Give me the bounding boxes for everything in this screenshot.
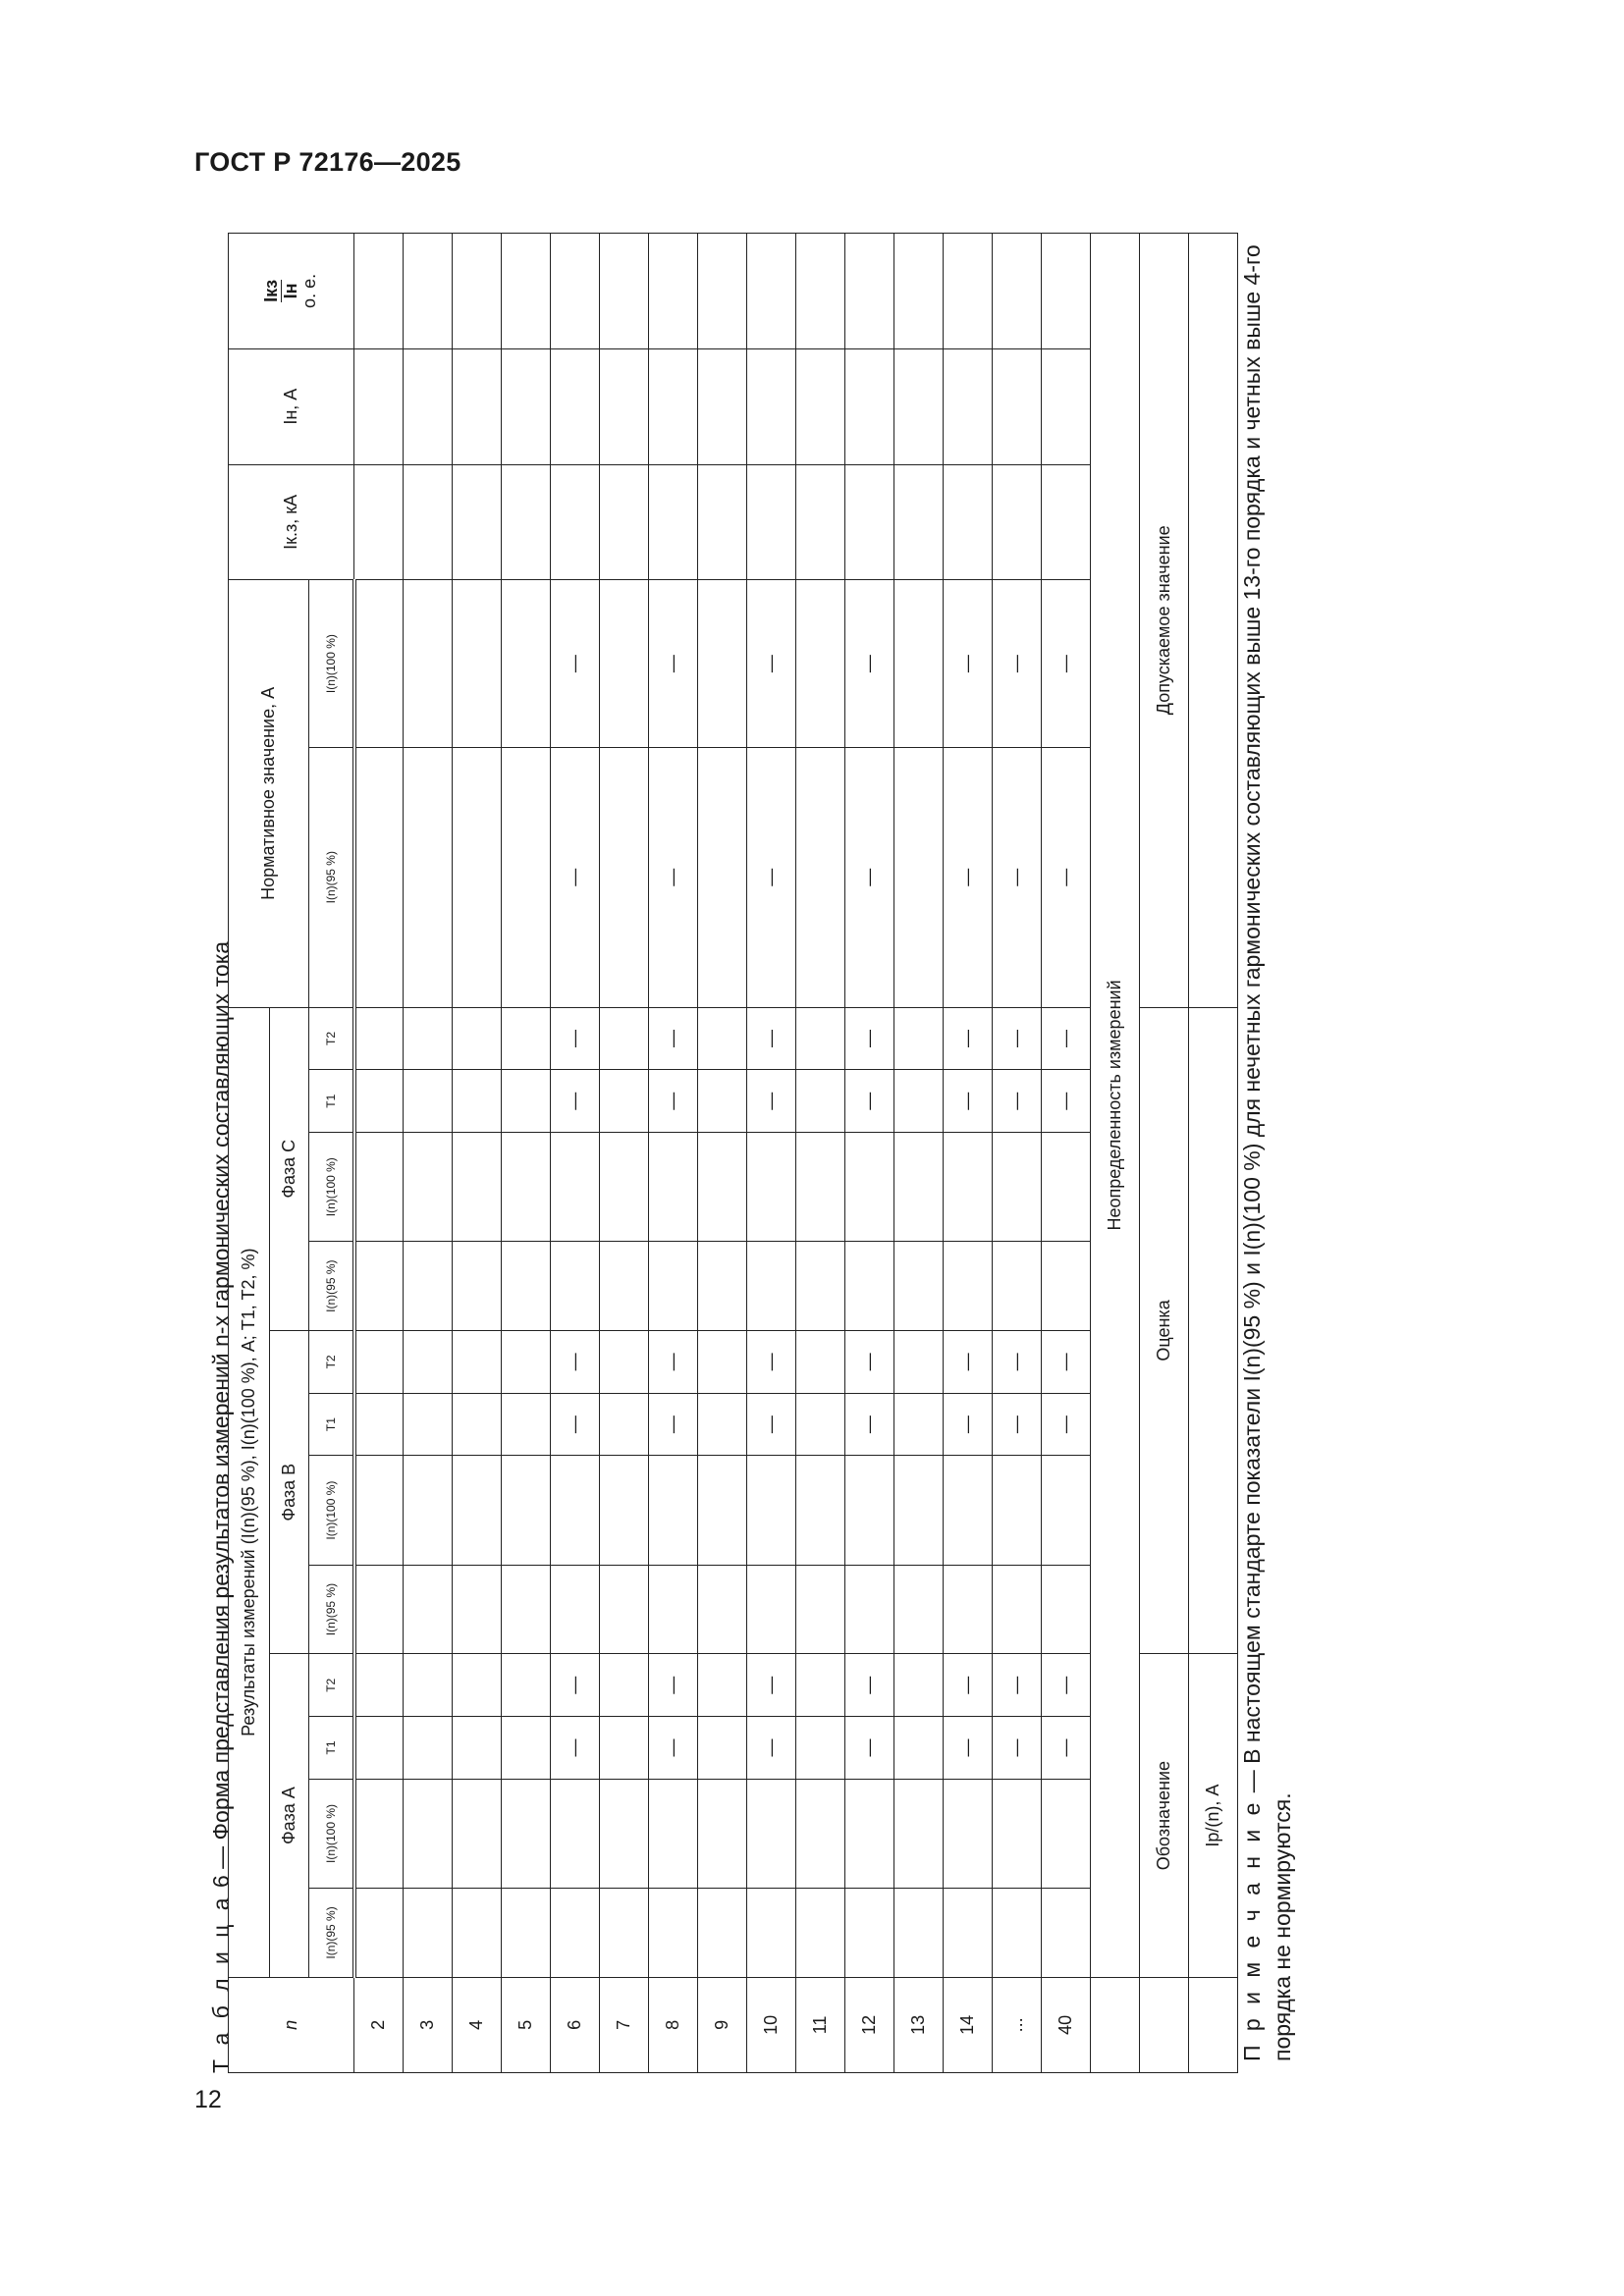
row-n: ... — [993, 1977, 1042, 2072]
phase-b: Фаза В — [270, 1331, 309, 1654]
caption-prefix: Т а б л и ц а — [208, 1894, 234, 2073]
row-n: 4 — [453, 1977, 502, 2072]
col-c-t2: T2 — [309, 1007, 354, 1070]
col-norm-i95: I(n)(95 %) — [309, 747, 354, 1007]
caption-text: 6 — Форма представления результатов измерений n-х гармонических составляющих тока — [208, 940, 234, 1895]
document-header: ГОСТ Р 72176—2025 — [194, 147, 461, 177]
row-n: 6 — [551, 1977, 600, 2072]
header-normative: Нормативное значение, А — [229, 580, 309, 1007]
col-a-i100: I(n)(100 %) — [309, 1779, 354, 1888]
ratio-denominator: Iн — [280, 283, 300, 299]
phase-a: Фаза А — [270, 1654, 309, 1977]
col-c-i100: I(n)(100 %) — [309, 1133, 354, 1242]
allowed-label: Допускаемое значение — [1140, 234, 1189, 1008]
assessment-label: Оценка — [1140, 1007, 1189, 1654]
results-table: n Результаты измерений (I(n)(95 %), I(n)(100 %), А; T1, T2, %) Нормативное значение, А Iк.з, кА Iн, А Iкз Iн о. е. Фаза А Фаза В Фаза С I(n)(95 %) I(n)(100 %) T1 T2 I(n)(95 %) I(n)(100 %) T1 T2 I(n)(95 %) I(n)(100 %) T1 T2 I(n)(95 %) I(n)(100 %) 2 3 4 5 6 — — — — — — — — 7 8 — — — — — — — — 9 10 — — — — — — — — 11 12 — — — — — — — — 13 14 — — — — — — — — ... — — — — — — — — 40 — — — — — — — — Неопределенность измерений Обозначение Оценка Допускаемое значение Ip/(n), А — [228, 233, 1238, 2073]
row-n: 2 — [354, 1977, 404, 2072]
phase-c: Фаза С — [270, 1007, 309, 1331]
row-n: 8 — [649, 1977, 698, 2072]
col-c-i95: I(n)(95 %) — [309, 1242, 354, 1331]
header-in: Iн, А — [229, 348, 354, 464]
row-n: 5 — [502, 1977, 551, 2072]
row-n: 14 — [944, 1977, 993, 2072]
row-n: 10 — [747, 1977, 796, 2072]
col-norm-i100: I(n)(100 %) — [309, 580, 354, 748]
col-b-i100: I(n)(100 %) — [309, 1456, 354, 1565]
col-a-t1: T1 — [309, 1717, 354, 1780]
col-a-t2: T2 — [309, 1654, 354, 1717]
designation-label: Обозначение — [1140, 1654, 1189, 1977]
rotated-table-block — [208, 208, 1327, 2073]
note-text: — В настоящем стандарте показатели I(n)(95 %) и I(n)(100 %) для нечетных гармонических составляющих выше 13-го порядка и четных выше 4-го порядка не нормируются. — [1239, 244, 1296, 2061]
row-n: 40 — [1042, 1977, 1091, 2072]
header-ratio — [229, 234, 354, 349]
col-a-i95: I(n)(95 %) — [309, 1889, 354, 1978]
ip-label: Ip/(n), А — [1189, 1654, 1238, 1977]
col-b-t1: T1 — [309, 1393, 354, 1456]
row-n: 13 — [894, 1977, 944, 2072]
col-b-t2: T2 — [309, 1331, 354, 1394]
header-results: Результаты измерений (I(n)(95 %), I(n)(100 %), А; T1, T2, %) — [229, 1007, 270, 1977]
page-number: 12 — [194, 2086, 222, 2113]
row-n: 11 — [796, 1977, 845, 2072]
header-n: n — [229, 1977, 354, 2072]
note-prefix: П р и м е ч а н и е — [1239, 1798, 1265, 2061]
uncertainty-label: Неопределенность измерений — [1091, 234, 1140, 1978]
row-n: 9 — [698, 1977, 747, 2072]
header-ikz: Iк.з, кА — [229, 464, 354, 580]
ratio-fraction — [262, 280, 300, 302]
table-note — [1237, 236, 1298, 2061]
row-n: 7 — [600, 1977, 649, 2072]
ratio-unit: о. е. — [299, 273, 320, 308]
ratio-numerator: Iкз — [260, 279, 281, 302]
col-b-i95: I(n)(95 %) — [309, 1565, 354, 1654]
row-n: 12 — [845, 1977, 894, 2072]
col-c-t1: T1 — [309, 1070, 354, 1133]
row-n: 3 — [404, 1977, 453, 2072]
